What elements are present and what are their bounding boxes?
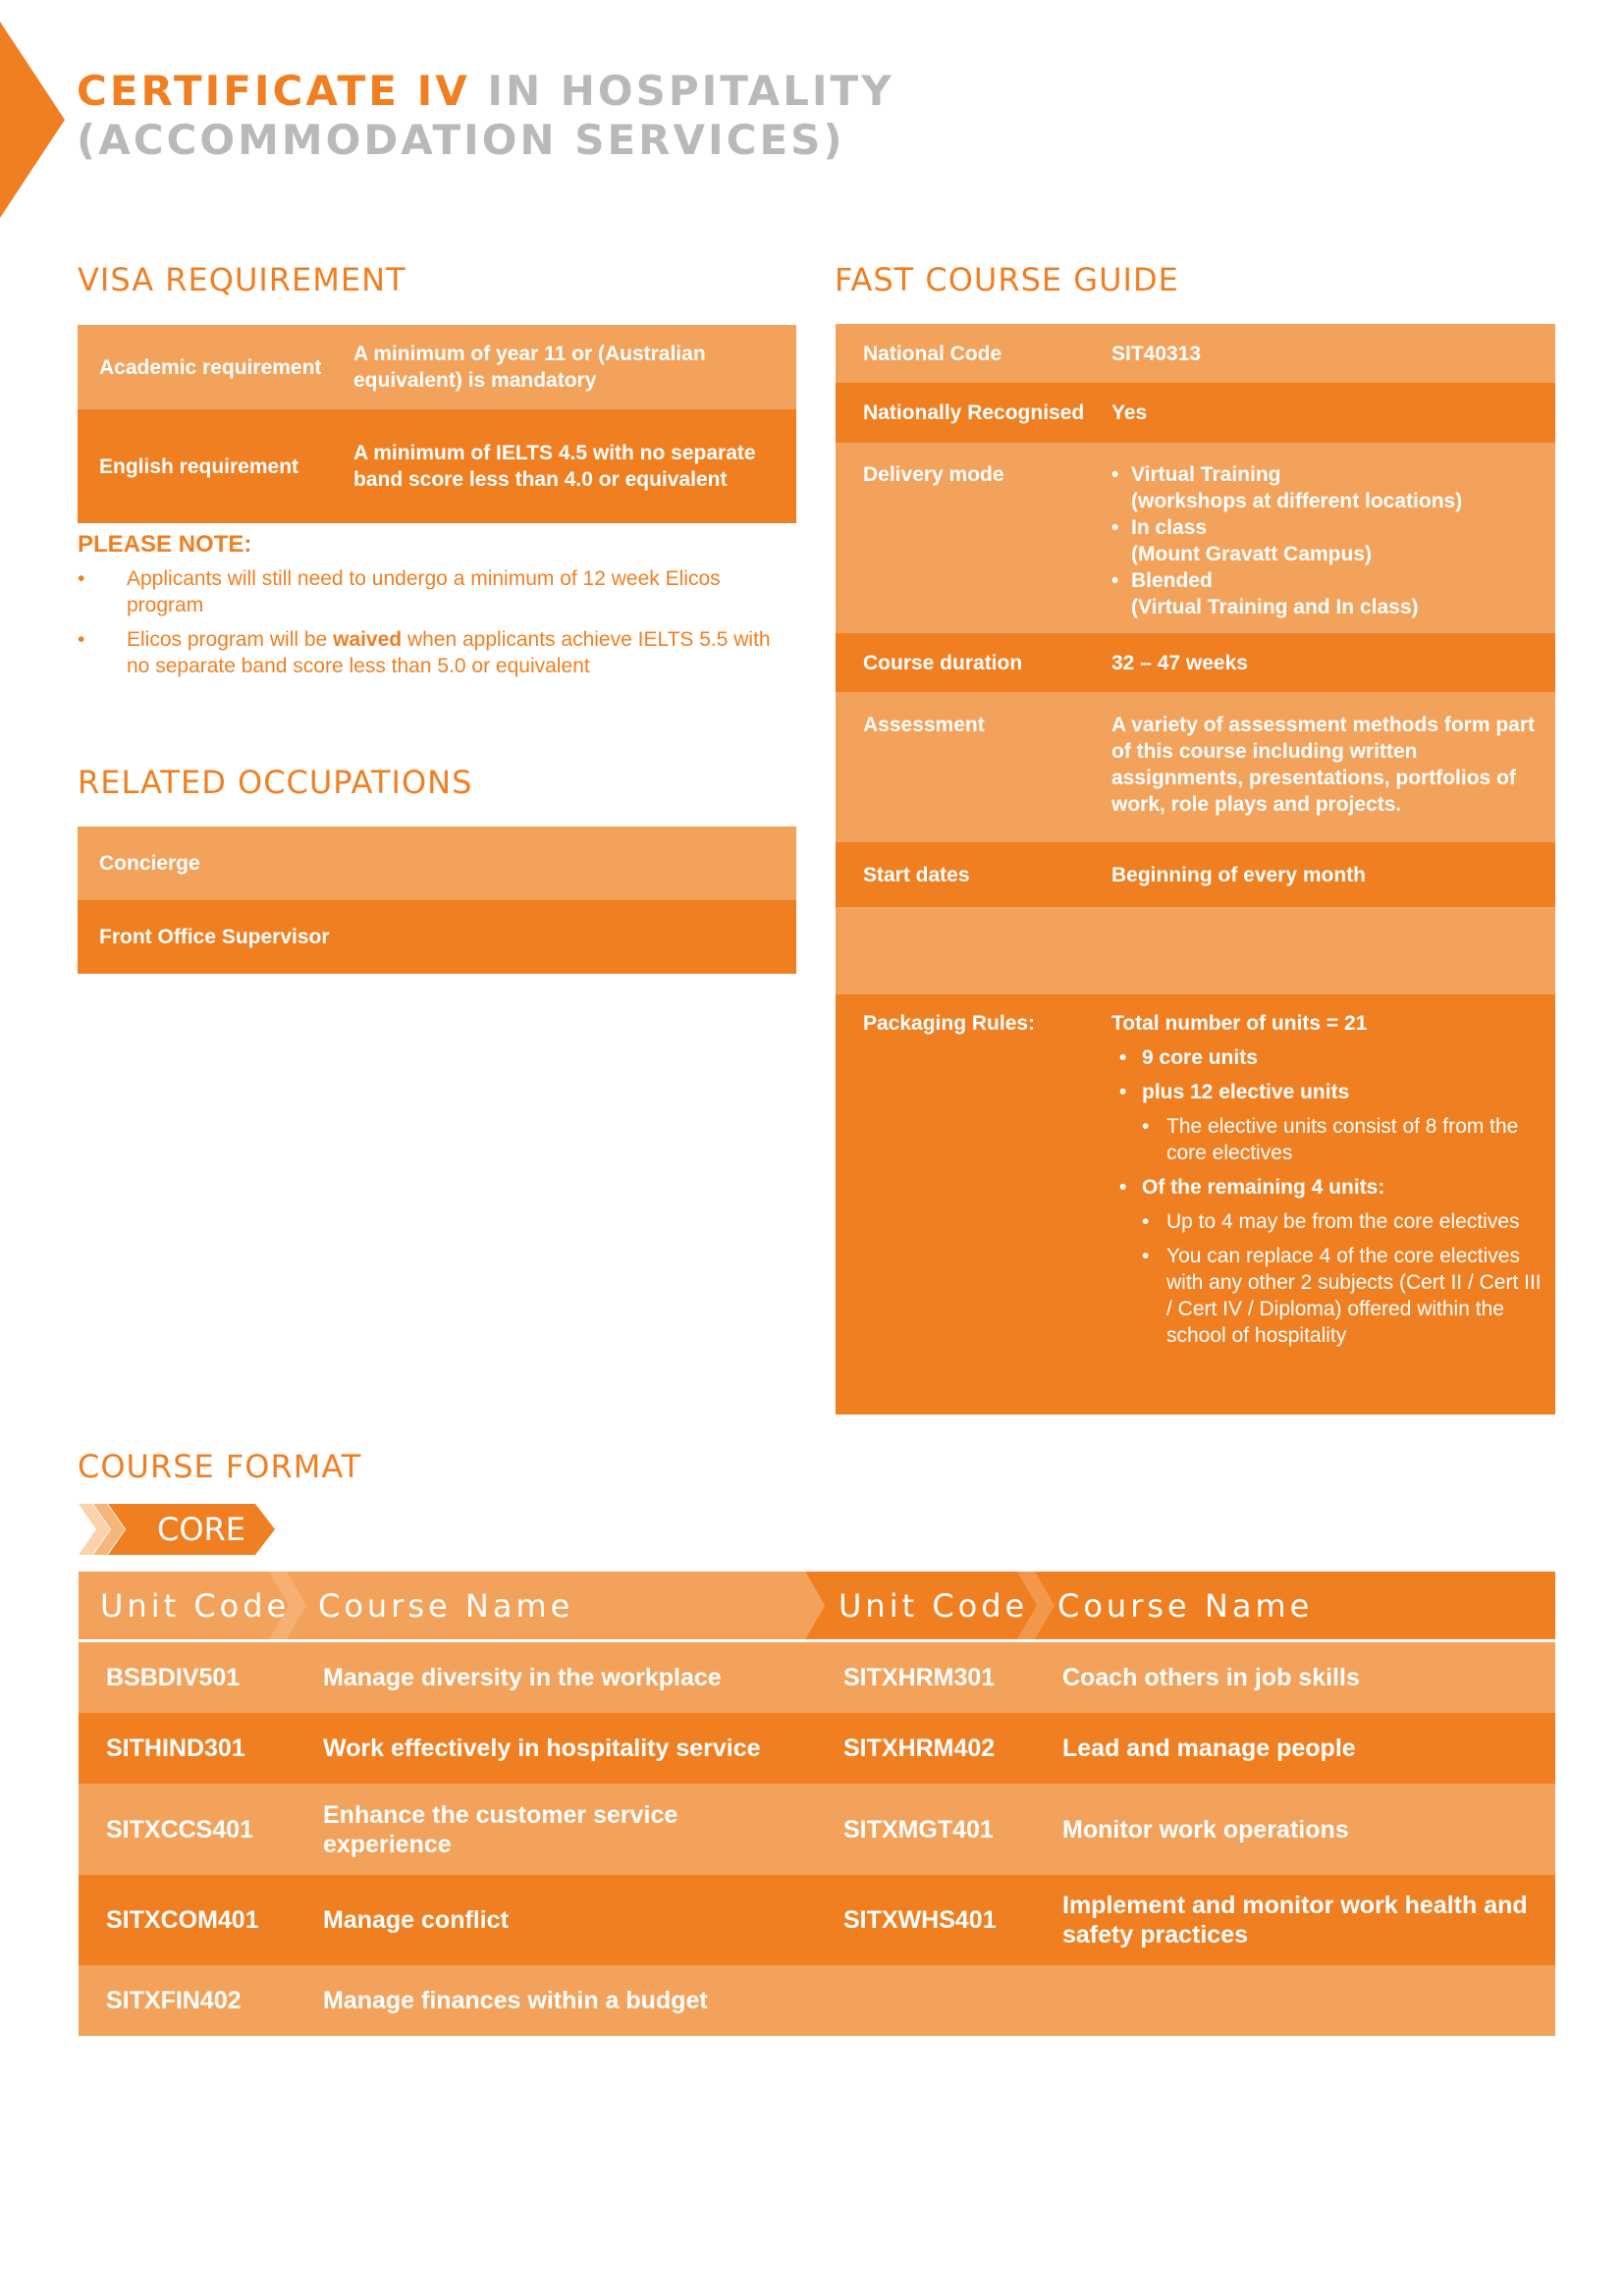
guide-heading: FAST COURSE GUIDE — [835, 261, 1179, 298]
guide-row-national-code — [836, 324, 1555, 383]
packaging-item: • 9 core units — [1119, 1046, 1258, 1069]
guide-label: Assessment — [863, 714, 985, 736]
guide-label: Start dates — [863, 863, 970, 886]
header-background — [79, 1572, 1555, 1639]
guide-value: Yes — [1111, 401, 1148, 424]
unit-code: SITXCOM401 — [106, 1906, 259, 1934]
visa-value: A minimum of IELTS 4.5 with no separate band score less than 4.0 or equivalent — [353, 442, 756, 491]
unit-code: SITXMGT401 — [843, 1815, 994, 1843]
please-note-list — [78, 565, 785, 687]
course-name: Monitor work operations — [1062, 1815, 1349, 1843]
course-name — [1062, 1965, 1543, 2036]
course-name: Lead and manage people — [1062, 1735, 1356, 1762]
bullet-icon: • — [1111, 569, 1119, 592]
guide-label: Packaging Rules: — [863, 1012, 1036, 1035]
occupation-item: Front Office Supervisor — [78, 900, 796, 974]
course-name: Coach others in job skills — [1062, 1664, 1360, 1691]
core-badge — [79, 1504, 275, 1555]
visa-label: English requirement — [99, 454, 299, 478]
guide-row-start-dates — [836, 842, 1555, 907]
unit-code: SITXHRM301 — [843, 1664, 996, 1691]
table-row — [79, 1784, 1555, 1875]
guide-value: Beginning of every month — [1111, 863, 1367, 886]
header-unit-code: Unit Code — [100, 1586, 291, 1625]
page-title — [77, 67, 894, 165]
delivery-mode-list — [1111, 461, 1555, 620]
occupations-table — [78, 827, 796, 974]
table-row — [79, 1875, 1555, 1965]
guide-row-recognised — [836, 383, 1555, 443]
packaging-subitem: • The elective units consist of 8 from the core electives — [1142, 1115, 1519, 1164]
title-rest: IN HOSPITALITY — [469, 67, 894, 115]
packaging-sublist — [1142, 1113, 1543, 1166]
packaging-item: • plus 12 elective units • The elective units consist of 8 from the core electives — [1111, 1079, 1543, 1166]
course-format-heading: COURSE FORMAT — [78, 1448, 362, 1485]
guide-value: SIT40313 — [1111, 342, 1202, 365]
please-note-heading: PLEASE NOTE: — [78, 531, 252, 558]
visa-table — [78, 325, 796, 523]
bullet-icon: • — [78, 567, 85, 590]
bullet-icon: • — [1111, 516, 1119, 539]
packaging-item: • Of the remaining 4 units: • Up to 4 may be from the core electives • You can replace 4 of the core electives with any other 2 subjects (Cert II / Cert III / Cert IV / Diploma) offered within the school of hospitality — [1111, 1174, 1543, 1349]
table-row — [79, 1642, 1555, 1713]
bullet-icon: • — [1119, 1081, 1127, 1103]
visa-value: A minimum of year 11 or (Australian equivalent) is mandatory — [353, 343, 706, 392]
guide-label: National Code — [863, 342, 1002, 365]
guide-row-empty — [836, 907, 1555, 994]
course-name: Manage finances within a budget — [323, 1987, 708, 2014]
course-name: Enhance the customer service experience — [323, 1800, 678, 1858]
delivery-item: • In class (Mount Gravatt Campus) — [1111, 516, 1373, 565]
core-label: CORE — [157, 1511, 245, 1548]
unit-code: BSBDIV501 — [106, 1664, 241, 1691]
course-name: Manage conflict — [323, 1906, 509, 1934]
guide-value: 32 – 47 weeks — [1111, 651, 1248, 674]
packaging-subitem: • You can replace 4 of the core electives with any other 2 subjects (Cert II / Cert III / Cert IV / Diploma) offered within the school of hospitality — [1142, 1245, 1542, 1347]
visa-row-academic — [78, 325, 796, 409]
bullet-icon: • — [78, 628, 85, 651]
bullet-icon: • — [1142, 1245, 1150, 1267]
packaging-list — [1111, 1044, 1543, 1349]
delivery-item: • Blended (Virtual Training and In class) — [1111, 569, 1419, 618]
occupations-heading: RELATED OCCUPATIONS — [78, 764, 473, 801]
header-course-name: Course Name — [318, 1586, 574, 1625]
unit-code: SITXHRM402 — [843, 1735, 996, 1762]
bullet-icon: • — [1142, 1115, 1150, 1138]
unit-code: SITXCCS401 — [106, 1815, 254, 1843]
unit-code: SITXWHS401 — [843, 1906, 997, 1934]
course-name: Work effectively in hospitality service — [323, 1735, 761, 1762]
corner-triangle-decoration — [0, 22, 65, 218]
packaging-total: Total number of units = 21 — [1111, 1012, 1368, 1035]
packaging-rules — [1111, 1010, 1555, 1357]
packaging-sublist — [1142, 1208, 1543, 1349]
header-course-name: Course Name — [1057, 1586, 1314, 1625]
bullet-icon: • — [1142, 1210, 1150, 1233]
guide-label: Delivery mode — [863, 463, 1004, 486]
core-table-header — [79, 1572, 1555, 1642]
course-guide-table — [836, 324, 1555, 1415]
visa-heading: VISA REQUIREMENT — [78, 261, 406, 298]
visa-row-english — [78, 409, 796, 523]
guide-label: Nationally Recognised — [863, 401, 1085, 424]
visa-label: Academic requirement — [99, 355, 322, 379]
guide-row-packaging — [836, 994, 1555, 1415]
guide-value: A variety of assessment methods form part of this course including written assignments, presentations, portfolios of work, role plays and projects. — [1111, 714, 1536, 816]
header-unit-code: Unit Code — [839, 1586, 1029, 1625]
title-line2: (ACCOMMODATION SERVICES) — [77, 116, 845, 164]
guide-row-assessment — [836, 692, 1555, 842]
occupation-item: Concierge — [78, 827, 796, 900]
guide-row-duration — [836, 633, 1555, 692]
delivery-item: • Virtual Training (workshops at different locations) — [1111, 463, 1463, 512]
guide-label: Course duration — [863, 651, 1023, 674]
note-item: • Elicos program will be waived when applicants achieve IELTS 5.5 with no separate band score less than 5.0 or equivalent — [78, 628, 771, 677]
bullet-icon: • — [1119, 1046, 1127, 1069]
course-name: Manage diversity in the workplace — [323, 1664, 722, 1691]
packaging-subitem: • Up to 4 may be from the core electives — [1142, 1210, 1520, 1233]
course-name: Implement and monitor work health and safety practices — [1062, 1892, 1528, 1949]
guide-row-delivery — [836, 443, 1555, 633]
table-row — [79, 1713, 1555, 1784]
bullet-icon: • — [1119, 1176, 1127, 1199]
bullet-icon: • — [1111, 463, 1119, 486]
title-accent: CERTIFICATE IV — [77, 67, 470, 115]
table-row — [79, 1965, 1555, 2036]
note-item: • Applicants will still need to undergo a minimum of 12 week Elicos program — [78, 567, 721, 616]
unit-code: SITHIND301 — [106, 1735, 245, 1762]
unit-code: SITXFIN402 — [106, 1987, 242, 2014]
